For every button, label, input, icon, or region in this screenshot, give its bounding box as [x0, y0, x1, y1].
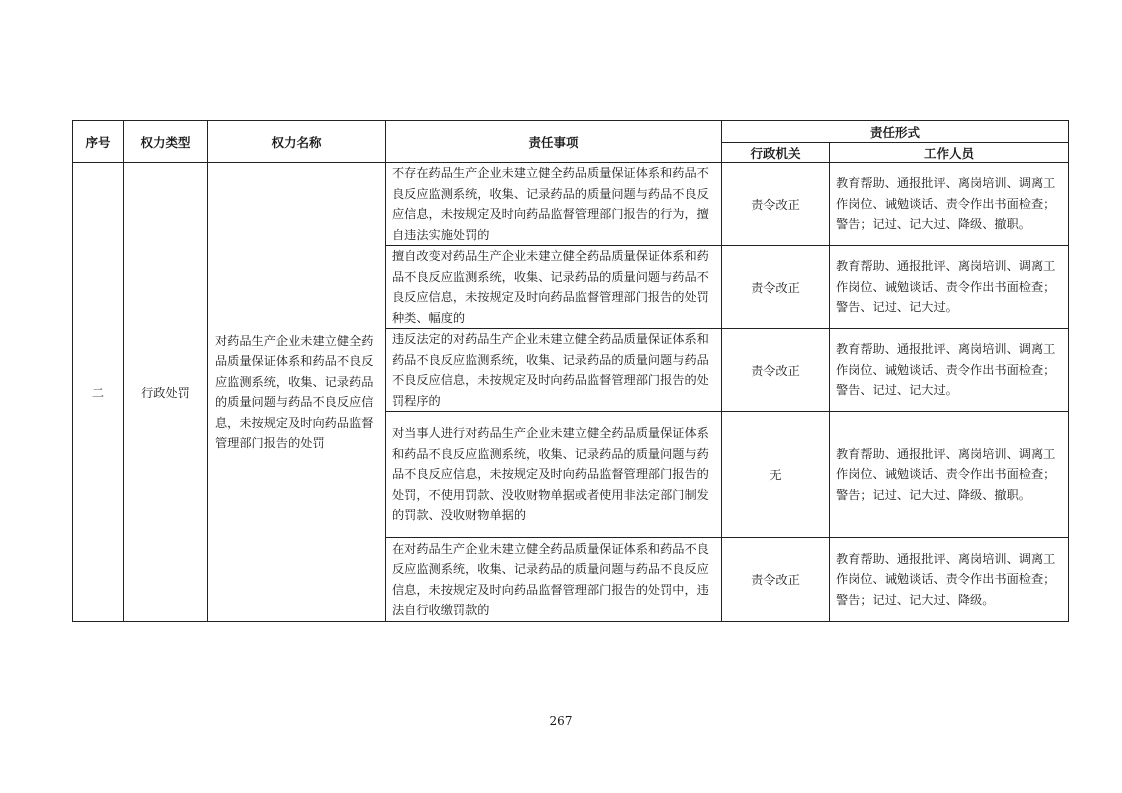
matter-cell: 对当事人进行对药品生产企业未建立健全药品质量保证体系和药品不良反应监测系统，收集、记录药品的质量问题与药品不良反应信息，未按规定及时向药品监督管理部门报告的处罚，不使用罚款、没收财物单据或者使用非法定部门制发的罚款、没收财物单据的	[386, 412, 722, 538]
organ-cell: 责令改正	[722, 329, 830, 412]
organ-cell: 无	[722, 412, 830, 538]
organ-cell: 责令改正	[722, 246, 830, 329]
header-power-name: 权力名称	[208, 121, 386, 163]
staff-cell: 教育帮助、通报批评、离岗培训、调离工作岗位、诫勉谈话、责令作出书面检查；警告、记过、记大过。	[830, 329, 1069, 412]
staff-cell: 教育帮助、通报批评、离岗培训、调离工作岗位、诫勉谈话、责令作出书面检查；警告；记过、记大过、降级、撤职。	[830, 412, 1069, 538]
header-responsibility-form: 责任形式	[722, 121, 1069, 143]
header-power-type: 权力类型	[124, 121, 208, 163]
staff-cell: 教育帮助、通报批评、离岗培训、调离工作岗位、诫勉谈话、责令作出书面检查；警告、记过、记大过。	[830, 246, 1069, 329]
matter-cell: 不存在药品生产企业未建立健全药品质量保证体系和药品不良反应监测系统，收集、记录药品的质量问题与药品不良反应信息，未按规定及时向药品监督管理部门报告的行为，擅自违法实施处罚的	[386, 163, 722, 246]
staff-cell: 教育帮助、通报批评、离岗培训、调离工作岗位、诫勉谈话、责令作出书面检查；警告；记过、记大过、降级、撤职。	[830, 163, 1069, 246]
staff-cell: 教育帮助、通报批评、离岗培训、调离工作岗位、诫勉谈话、责令作出书面检查；警告；记过、记大过、降级。	[830, 538, 1069, 622]
header-matters: 责任事项	[386, 121, 722, 163]
matter-cell: 违反法定的对药品生产企业未建立健全药品质量保证体系和药品不良反应监测系统，收集、记录药品的质量问题与药品不良反应信息，未按规定及时向药品监督管理部门报告的处罚程序的	[386, 329, 722, 412]
header-row	[73, 121, 1069, 143]
table-row	[73, 163, 1069, 246]
header-admin-organ: 行政机关	[722, 143, 830, 163]
page-number: 267	[549, 714, 573, 728]
matter-cell: 擅自改变对药品生产企业未建立健全药品质量保证体系和药品不良反应监测系统，收集、记录药品的质量问题与药品不良反应信息，未按规定及时向药品监督管理部门报告的处罚种类、幅度的	[386, 246, 722, 329]
header-staff: 工作人员	[830, 143, 1069, 163]
item-power-type: 行政处罚	[124, 163, 208, 622]
item-power-name: 对药品生产企业未建立健全药品质量保证体系和药品不良反应监测系统，收集、记录药品的质量问题与药品不良反应信息，未按规定及时向药品监督管理部门报告的处罚	[208, 163, 386, 622]
organ-cell: 责令改正	[722, 538, 830, 622]
item-seq: 二	[73, 163, 124, 622]
organ-cell: 责令改正	[722, 163, 830, 246]
responsibility-table	[72, 120, 1069, 622]
matter-cell: 在对药品生产企业未建立健全药品质量保证体系和药品不良反应监测系统，收集、记录药品的质量问题与药品不良反应信息，未按规定及时向药品监督管理部门报告的处罚中，违法自行收缴罚款的	[386, 538, 722, 622]
header-seq: 序号	[73, 121, 124, 163]
